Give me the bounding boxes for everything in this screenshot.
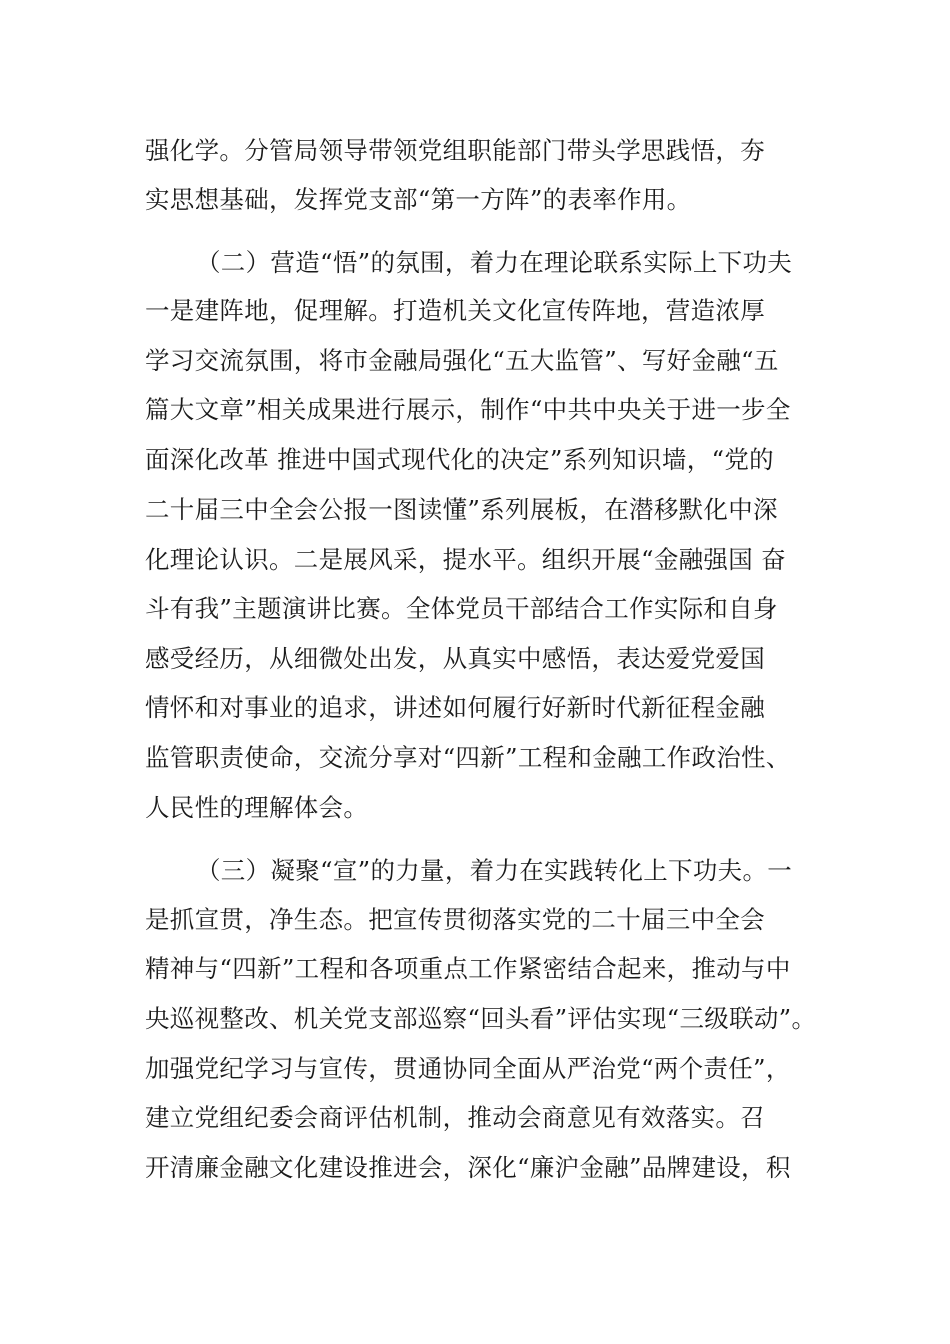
section-heading-line: （三）凝聚“宣”的力量，着力在实践转化上下功夫。一 [196, 856, 793, 885]
text-line: 斗有我”主题演讲比赛。全体党员干部结合工作实际和自身 [145, 594, 778, 623]
text-line: 感受经历，从细微处出发，从真实中感悟，表达爱党爱国 [145, 644, 765, 673]
text-line: 加强党纪学习与宣传，贯通协同全面从严治党“两个责任”， [145, 1054, 791, 1083]
text-line: 人民性的理解体会。 [145, 793, 369, 822]
text-line: 监管职责使命，交流分享对“四新”工程和金融工作政治性、 [145, 743, 791, 772]
text-line: 实思想基础，发挥党支部“第一方阵”的表率作用。 [145, 185, 692, 214]
text-line: 强化学。分管局领导带领党组职能部门带头学思践悟，夯 [145, 136, 765, 165]
text-line: 化理论认识。二是展风采，提水平。组织开展“金融强国 奋 [145, 545, 786, 574]
text-line: 篇大文章”相关成果进行展示，制作“中共中央关于进一步全 [145, 395, 791, 424]
text-line: 面深化改革 推进中国式现代化的决定”系列知识墙，“党的 [145, 445, 774, 474]
text-line: 精神与“四新”工程和各项重点工作紧密结合起来，推动与中 [145, 954, 791, 983]
section-heading-line: （二）营造“悟”的氛围，着力在理论联系实际上下功夫 [196, 248, 793, 277]
text-line: 是抓宣贯，净生态。把宣传贯彻落实党的二十届三中全会 [145, 905, 765, 934]
text-line: 建立党组纪委会商评估机制，推动会商意见有效落实。召 [145, 1103, 765, 1132]
text-line: 一是建阵地，促理解。打造机关文化宣传阵地，营造浓厚 [145, 296, 765, 325]
text-line: 央巡视整改、机关党支部巡察“回头看”评估实现“三级联动”。 [145, 1004, 817, 1033]
text-line: 开清廉金融文化建设推进会，深化“廉沪金融”品牌建设，积 [145, 1153, 791, 1182]
text-line: 情怀和对事业的追求，讲述如何履行好新时代新征程金融 [145, 693, 765, 722]
text-line: 学习交流氛围，将市金融局强化“五大监管”、写好金融“五 [145, 346, 779, 375]
text-line: 二十届三中全会公报一图读懂”系列展板，在潜移默化中深 [145, 495, 778, 524]
